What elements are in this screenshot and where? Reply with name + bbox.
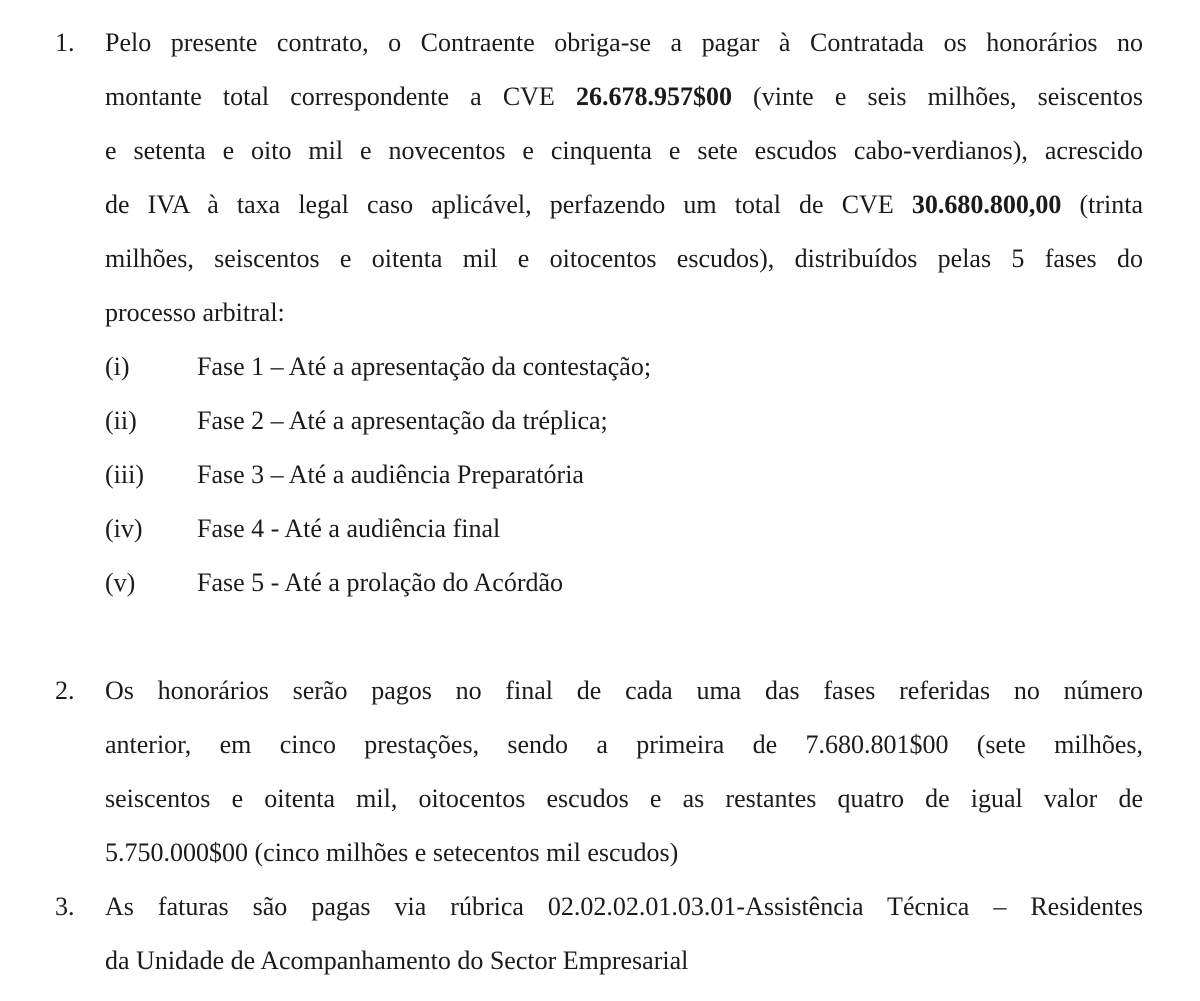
list-item-3 [0, 880, 1200, 988]
text-segment: (vinte e seis milhões, seiscentos [731, 82, 1143, 111]
amount-bold: 30.680.800,00 [911, 190, 1062, 219]
paragraph-line: As faturas são pagas via rúbrica 02.02.02.01.03.01-Assistência Técnica – Residentes [105, 892, 1143, 921]
phase-item-v [105, 556, 1143, 610]
phase-item-text: Fase 2 – Até a apresentação da tréplica; [197, 406, 608, 435]
phase-sublist [105, 340, 1143, 610]
item-1-number: 1. [55, 28, 75, 57]
paragraph-line: processo arbitral: [105, 298, 285, 327]
phase-item-label: (v) [105, 568, 136, 597]
phase-item-label: (ii) [105, 406, 137, 435]
phase-item-ii [105, 394, 1143, 448]
amount-bold: 26.678.957$00 [575, 82, 732, 111]
phase-item-label: (iii) [105, 460, 144, 489]
paragraph-line [105, 178, 1143, 232]
item-3-body [105, 880, 1143, 988]
text-segment: (trinta [1061, 190, 1143, 219]
phase-item-text: Fase 3 – Até a audiência Preparatória [197, 460, 584, 489]
item-2-number: 2. [55, 676, 75, 705]
list-item-1 [0, 16, 1200, 610]
text-segment: montante total correspondente a CVE [105, 82, 576, 111]
phase-item-iii [105, 448, 1143, 502]
phase-item-text: Fase 5 - Até a prolação do Acórdão [197, 568, 564, 597]
paragraph-line: seiscentos e oitenta mil, oitocentos escudos e as restantes quatro de igual valor de [105, 784, 1143, 813]
phase-item-iv [105, 502, 1143, 556]
text-segment: de IVA à taxa legal caso aplicável, perfazendo um total de CVE [105, 190, 912, 219]
paragraph-line: da Unidade de Acompanhamento do Sector Empresarial [105, 946, 689, 975]
paragraph-line: anterior, em cinco prestações, sendo a primeira de 7.680.801$00 (sete milhões, [105, 730, 1143, 759]
item-2-body [105, 664, 1143, 880]
phase-item-label: (iv) [105, 514, 143, 543]
paragraph-line: Os honorários serão pagos no final de cada uma das fases referidas no número [105, 676, 1143, 705]
phase-item-text: Fase 1 – Até a apresentação da contestação; [197, 352, 652, 381]
paragraph-line: e setenta e oito mil e novecentos e cinquenta e sete escudos cabo-verdianos), acrescido [105, 136, 1143, 165]
paragraph-line: 5.750.000$00 (cinco milhões e setecentos mil escudos) [105, 838, 679, 867]
phase-item-text: Fase 4 - Até a audiência final [197, 514, 501, 543]
item-3-number: 3. [55, 892, 75, 921]
item-1-body [105, 16, 1143, 610]
list-item-2 [0, 664, 1200, 880]
paragraph-line: Pelo presente contrato, o Contraente obriga-se a pagar à Contratada os honorários no [105, 28, 1143, 57]
paragraph-line: milhões, seiscentos e oitenta mil e oitocentos escudos), distribuídos pelas 5 fases do [105, 244, 1143, 273]
phase-item-label: (i) [105, 352, 130, 381]
phase-item-i [105, 340, 1143, 394]
paragraph-line [105, 70, 1143, 124]
